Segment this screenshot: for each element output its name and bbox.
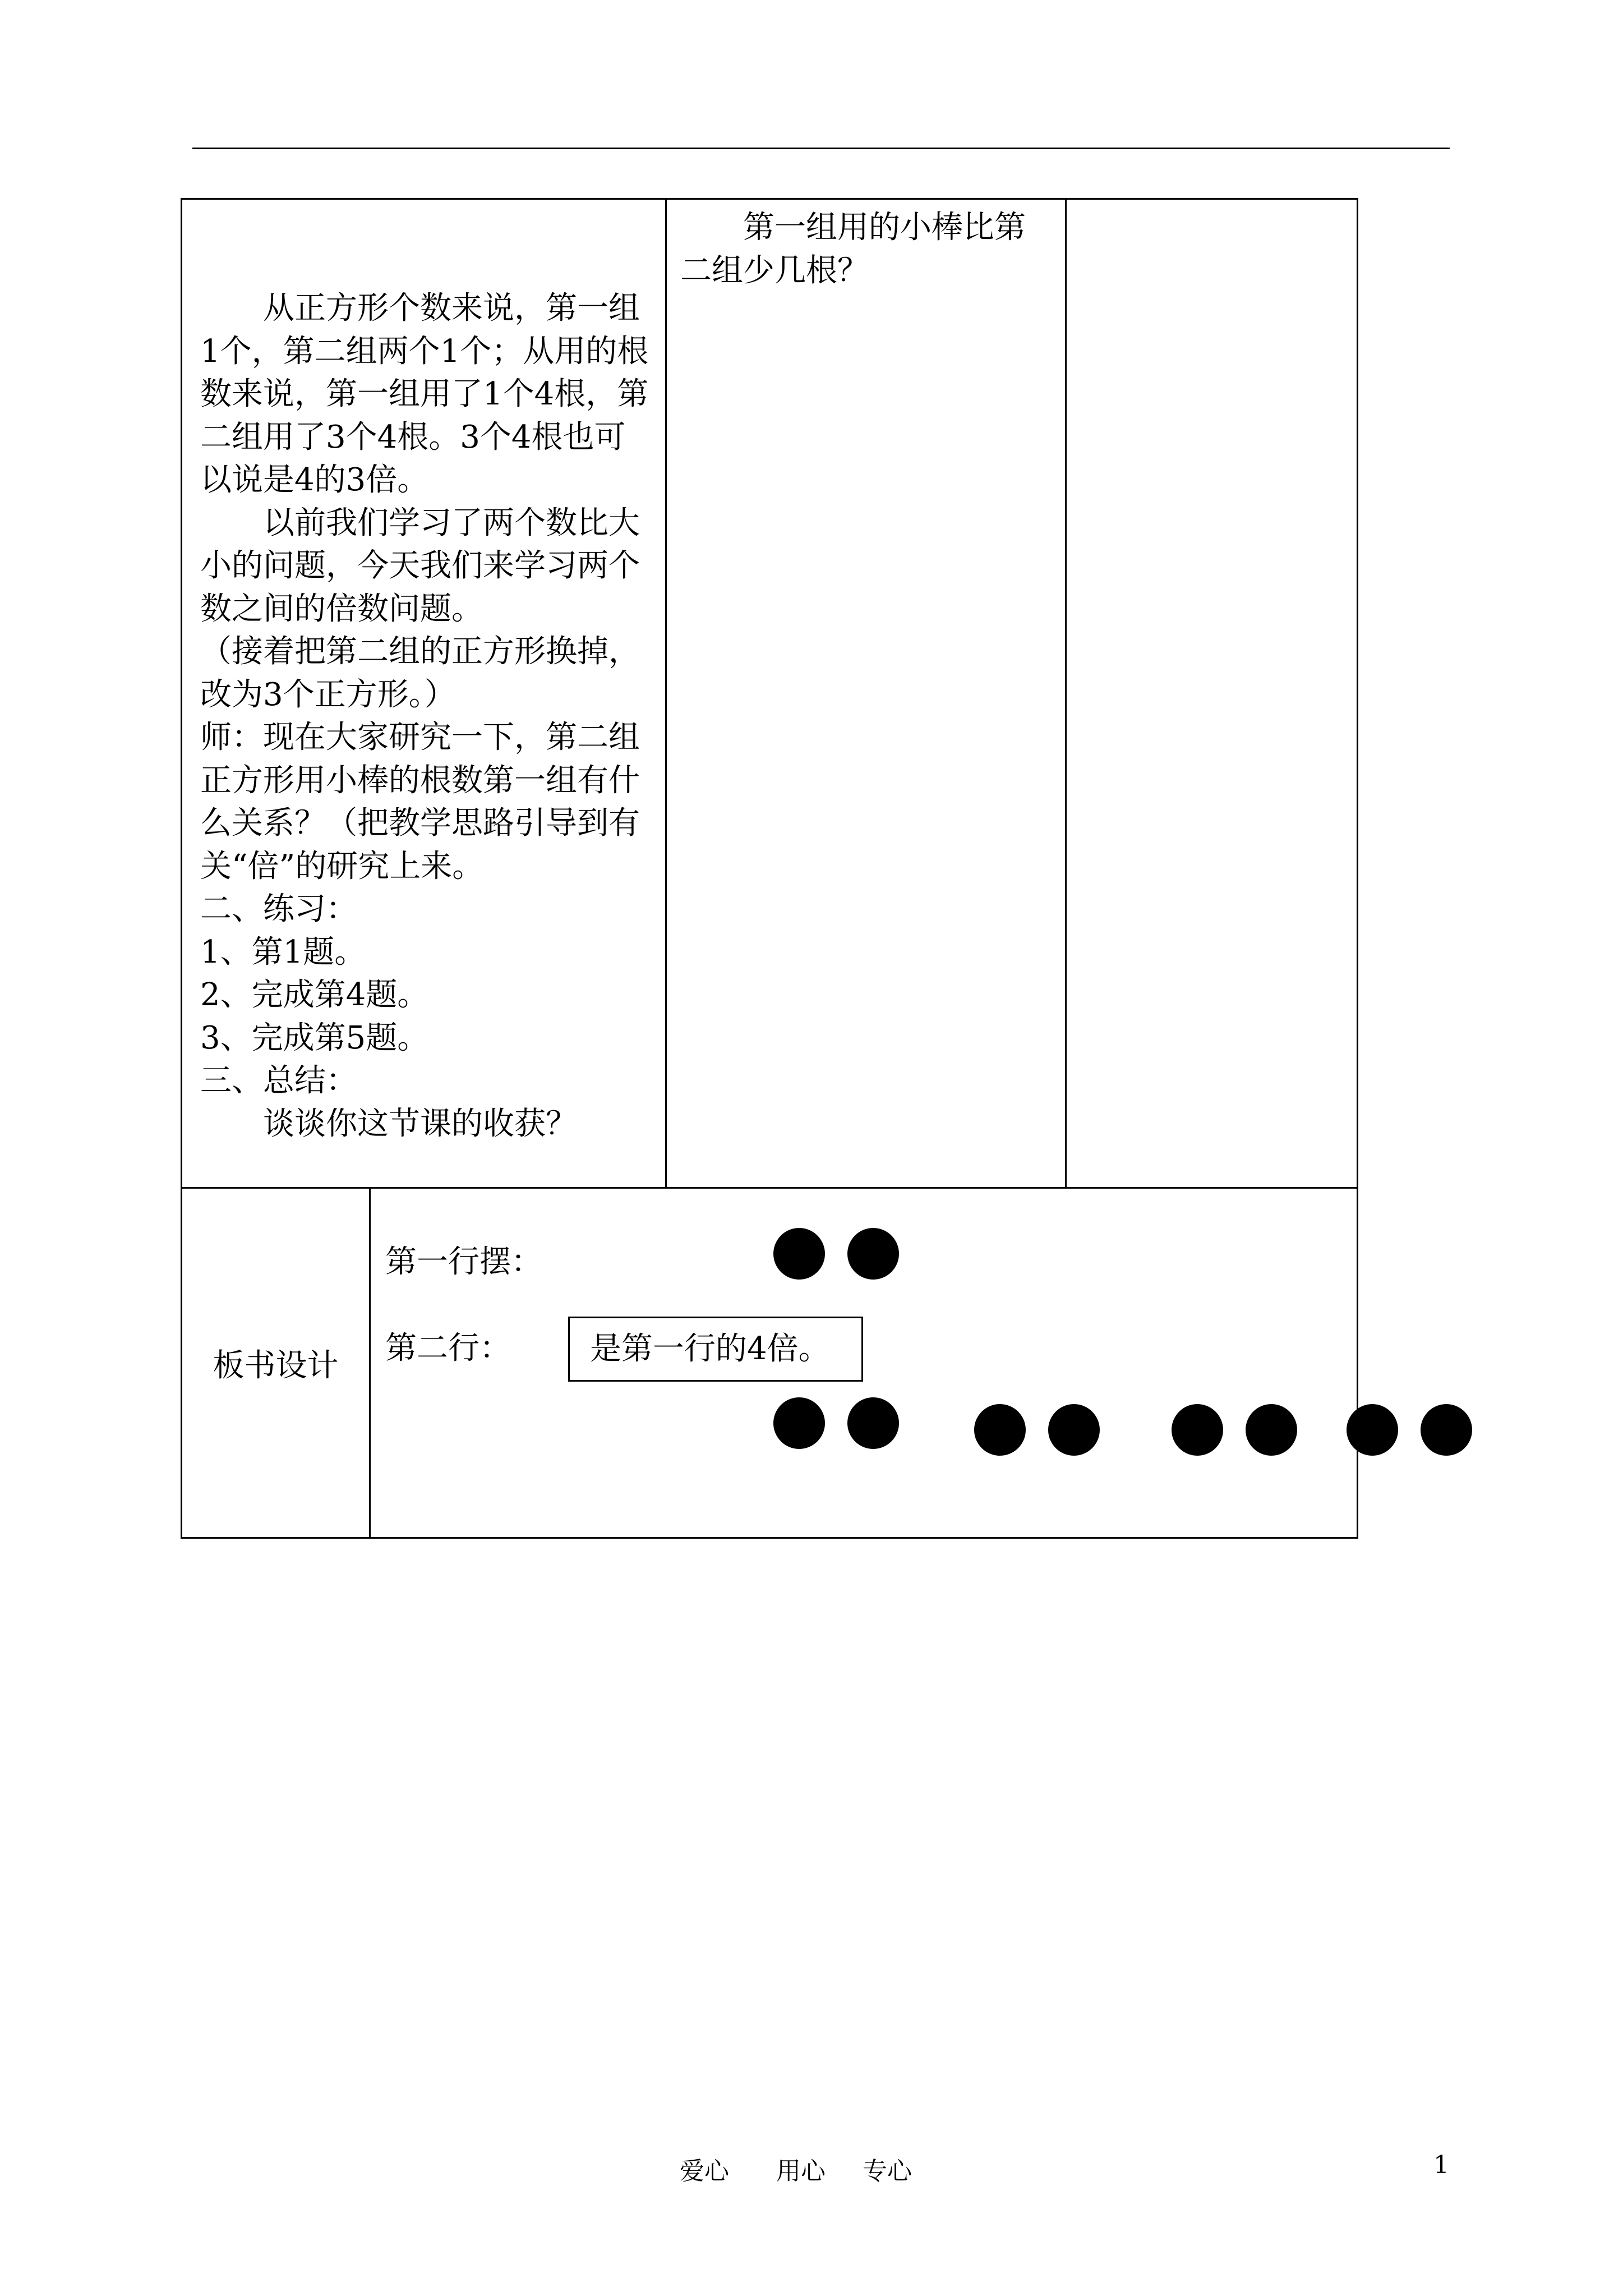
left-line-6: 3、完成第5题。 — [200, 1019, 429, 1056]
page-number: 1 — [1433, 2151, 1449, 2179]
row2-dot — [1048, 1404, 1100, 1456]
left-line-4: 1、第1题。 — [200, 933, 366, 970]
board-design-label: 板书设计 — [213, 1347, 339, 1384]
left-column-cell — [182, 199, 666, 1188]
left-line-1: （接着把第二组的正方形换掉，改为3个正方形。） — [200, 633, 640, 713]
left-line-3: 二、练习： — [200, 891, 357, 927]
left-closing: 谈谈你这节课的收获？ — [263, 1105, 577, 1142]
ratio-box-text: 是第一行的4倍。 — [590, 1331, 830, 1367]
middle-column-cell — [666, 199, 1066, 1188]
board-design-label-cell — [182, 1188, 370, 1538]
footer-item: 爱心 — [680, 2157, 729, 2185]
row2-dot — [1246, 1404, 1297, 1456]
left-line-7: 三、总结： — [200, 1062, 357, 1099]
row1-dot — [847, 1228, 899, 1280]
right-column-cell — [1066, 199, 1358, 1188]
left-paragraph-1: 从正方形个数来说，第一组1个，第二组两个1个；从用的根数来说，第一组用了1个4根，第二组用了3个4根。3个4根也可以说是4的3倍。 — [200, 290, 649, 498]
row2-dot — [1347, 1404, 1398, 1456]
left-line-2: 师：现在大家研究一下，第二组正方形用小棒的根数第一组有什么关系？（把教学思路引导到有关“倍”的研究上来。 — [200, 719, 640, 885]
row2-dot — [974, 1404, 1026, 1456]
left-line-5: 2、完成第4题。 — [200, 977, 429, 1013]
lesson-table — [181, 198, 1358, 1539]
middle-question: 第一组用的小棒比第二组少几根？ — [680, 209, 1026, 289]
left-paragraph-2: 以前我们学习了两个数比大小的问题，今天我们来学习两个数之间的倍数问题。 — [200, 504, 640, 627]
row2-dot — [773, 1397, 825, 1449]
footer-item: 专心 — [863, 2157, 912, 2185]
header-rule — [192, 148, 1450, 149]
row2-dot — [847, 1397, 899, 1449]
row2-dot — [1421, 1404, 1472, 1456]
row1-dot — [773, 1228, 825, 1280]
ratio-box — [568, 1317, 863, 1382]
row2-dot — [1172, 1404, 1223, 1456]
row1-label: 第一行摆： — [385, 1244, 542, 1280]
row2-label: 第二行： — [385, 1330, 511, 1366]
footer-item: 用心 — [776, 2157, 826, 2185]
board-design-cell — [370, 1188, 1358, 1538]
